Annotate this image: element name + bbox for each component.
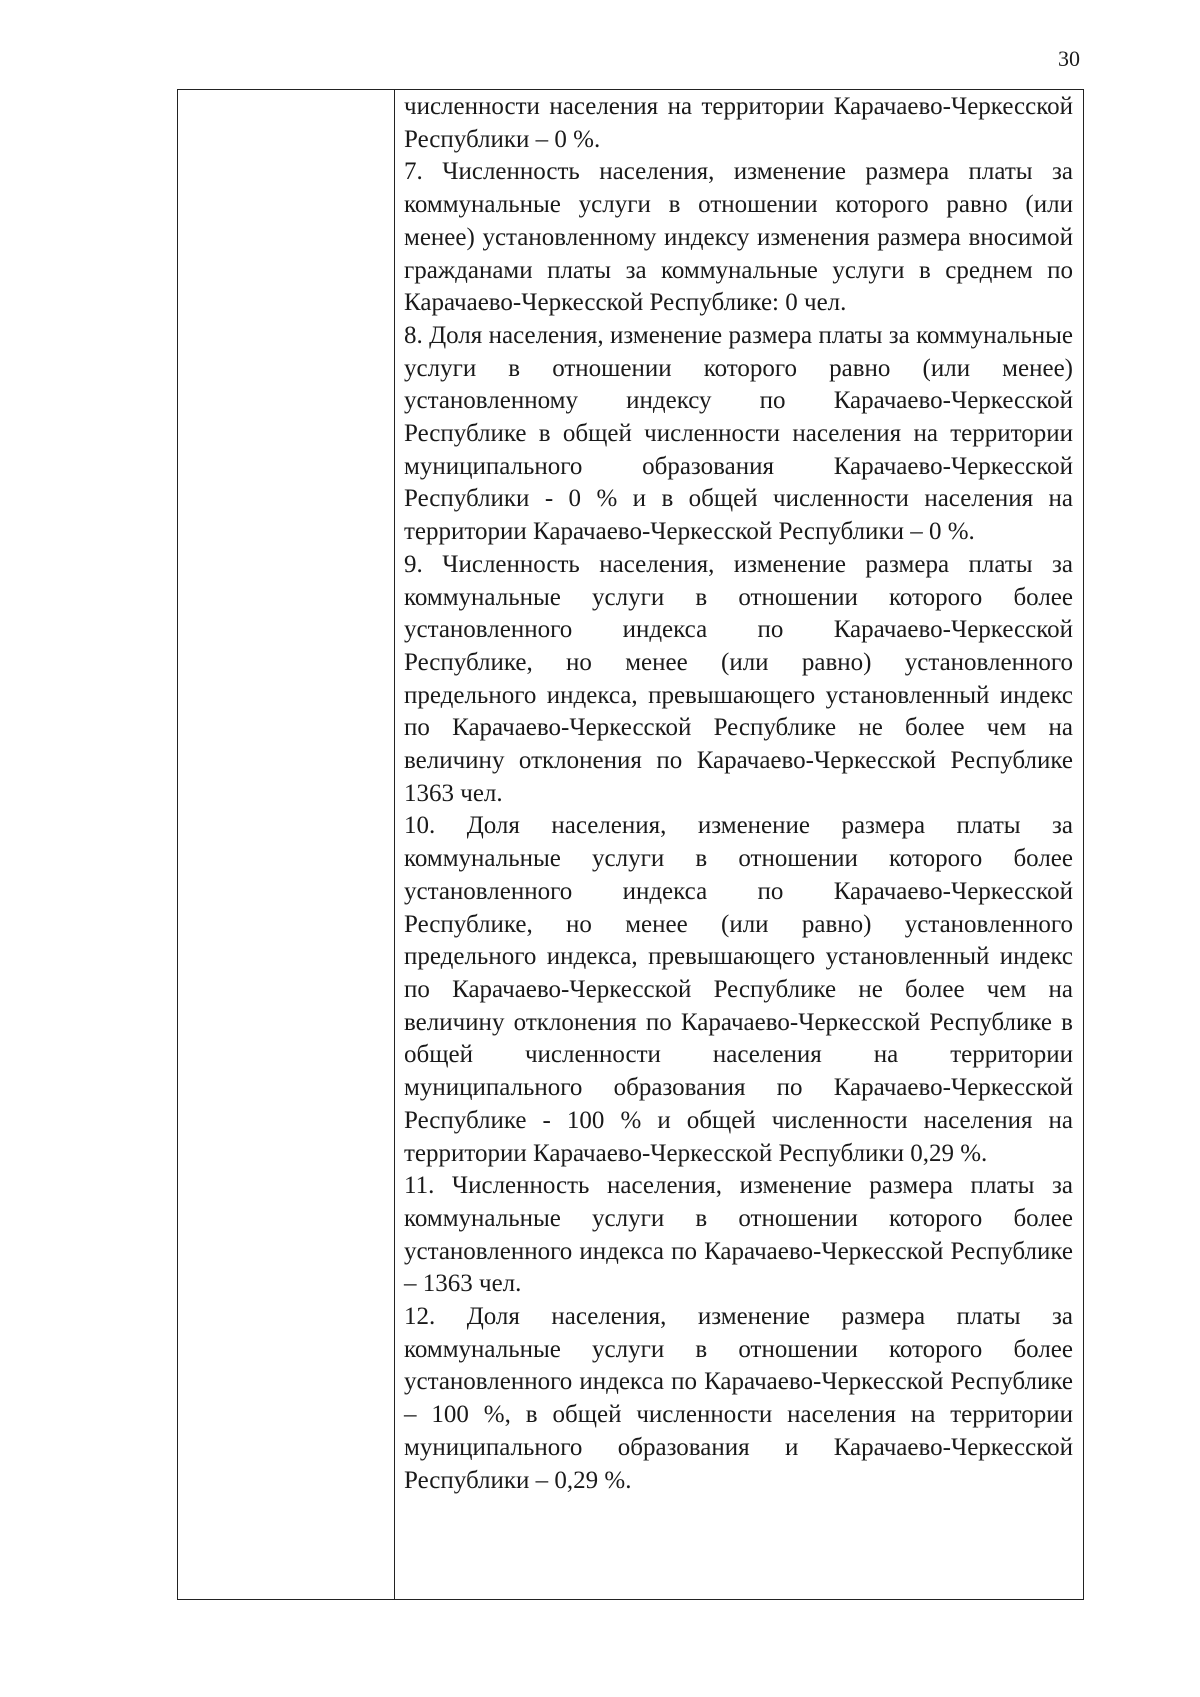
paragraph-continuation: численности населения на территории Карачаево-Черкесской Республики – 0 %. bbox=[404, 93, 1073, 153]
page-number: 30 bbox=[1058, 46, 1080, 71]
paragraph-item-7: 7. Численность населения, изменение размера платы за коммунальные услуги в отношении которого равно (или менее) установленному индексу изменения размера вносимой гражданами платы за коммунальные услуги в среднем по Карачаево-Черкесской Республике: 0 чел. bbox=[404, 158, 1073, 317]
paragraph-item-12: 12. Доля населения, изменение размера платы за коммунальные услуги в отношении которого более установленного индекса по Карачаево-Черкесской Республике – 100 %, в общей численности населения на территории муниципального образования и Карачаево-Черкесской Республики – 0,29 %. bbox=[404, 1303, 1073, 1494]
table-row bbox=[178, 90, 1084, 1600]
paragraph-item-10: 10. Доля населения, изменение размера платы за коммунальные услуги в отношении которого более установленного индекса по Карачаево-Черкесской Республике, но менее (или равно) установленного предельного индекса, превышающего установленный индекс по Карачаево-Черкесской Республике не более чем на величину отклонения по Карачаево-Черкесской Республике в общей численности населения на территории муниципального образования по Карачаево-Черкесской Республике - 100 % и общей численности населения на территории Карачаево-Черкесской Республики 0,29 %. bbox=[404, 812, 1073, 1167]
table-cell-right bbox=[395, 90, 1084, 1600]
paragraph-item-11: 11. Численность населения, изменение размера платы за коммунальные услуги в отношении которого более установленного индекса по Карачаево-Черкесской Республике – 1363 чел. bbox=[404, 1172, 1073, 1298]
document-table bbox=[177, 89, 1084, 1600]
paragraph-item-8: 8. Доля населения, изменение размера платы за коммунальные услуги в отношении которого равно (или менее) установленному индексу по Карачаево-Черкесской Республике в общей численности населения на территории муниципального образования Карачаево-Черкесской Республики - 0 % и в общей численности населения на территории Карачаево-Черкесской Республики – 0 %. bbox=[404, 321, 1073, 546]
table-cell-left bbox=[178, 90, 395, 1600]
paragraph-item-9: 9. Численность населения, изменение размера платы за коммунальные услуги в отношении которого более установленного индекса по Карачаево-Черкесской Республике, но менее (или равно) установленного предельного индекса, превышающего установленный индекс по Карачаево-Черкесской Республике не более чем на величину отклонения по Карачаево-Черкесской Республике 1363 чел. bbox=[404, 550, 1073, 807]
